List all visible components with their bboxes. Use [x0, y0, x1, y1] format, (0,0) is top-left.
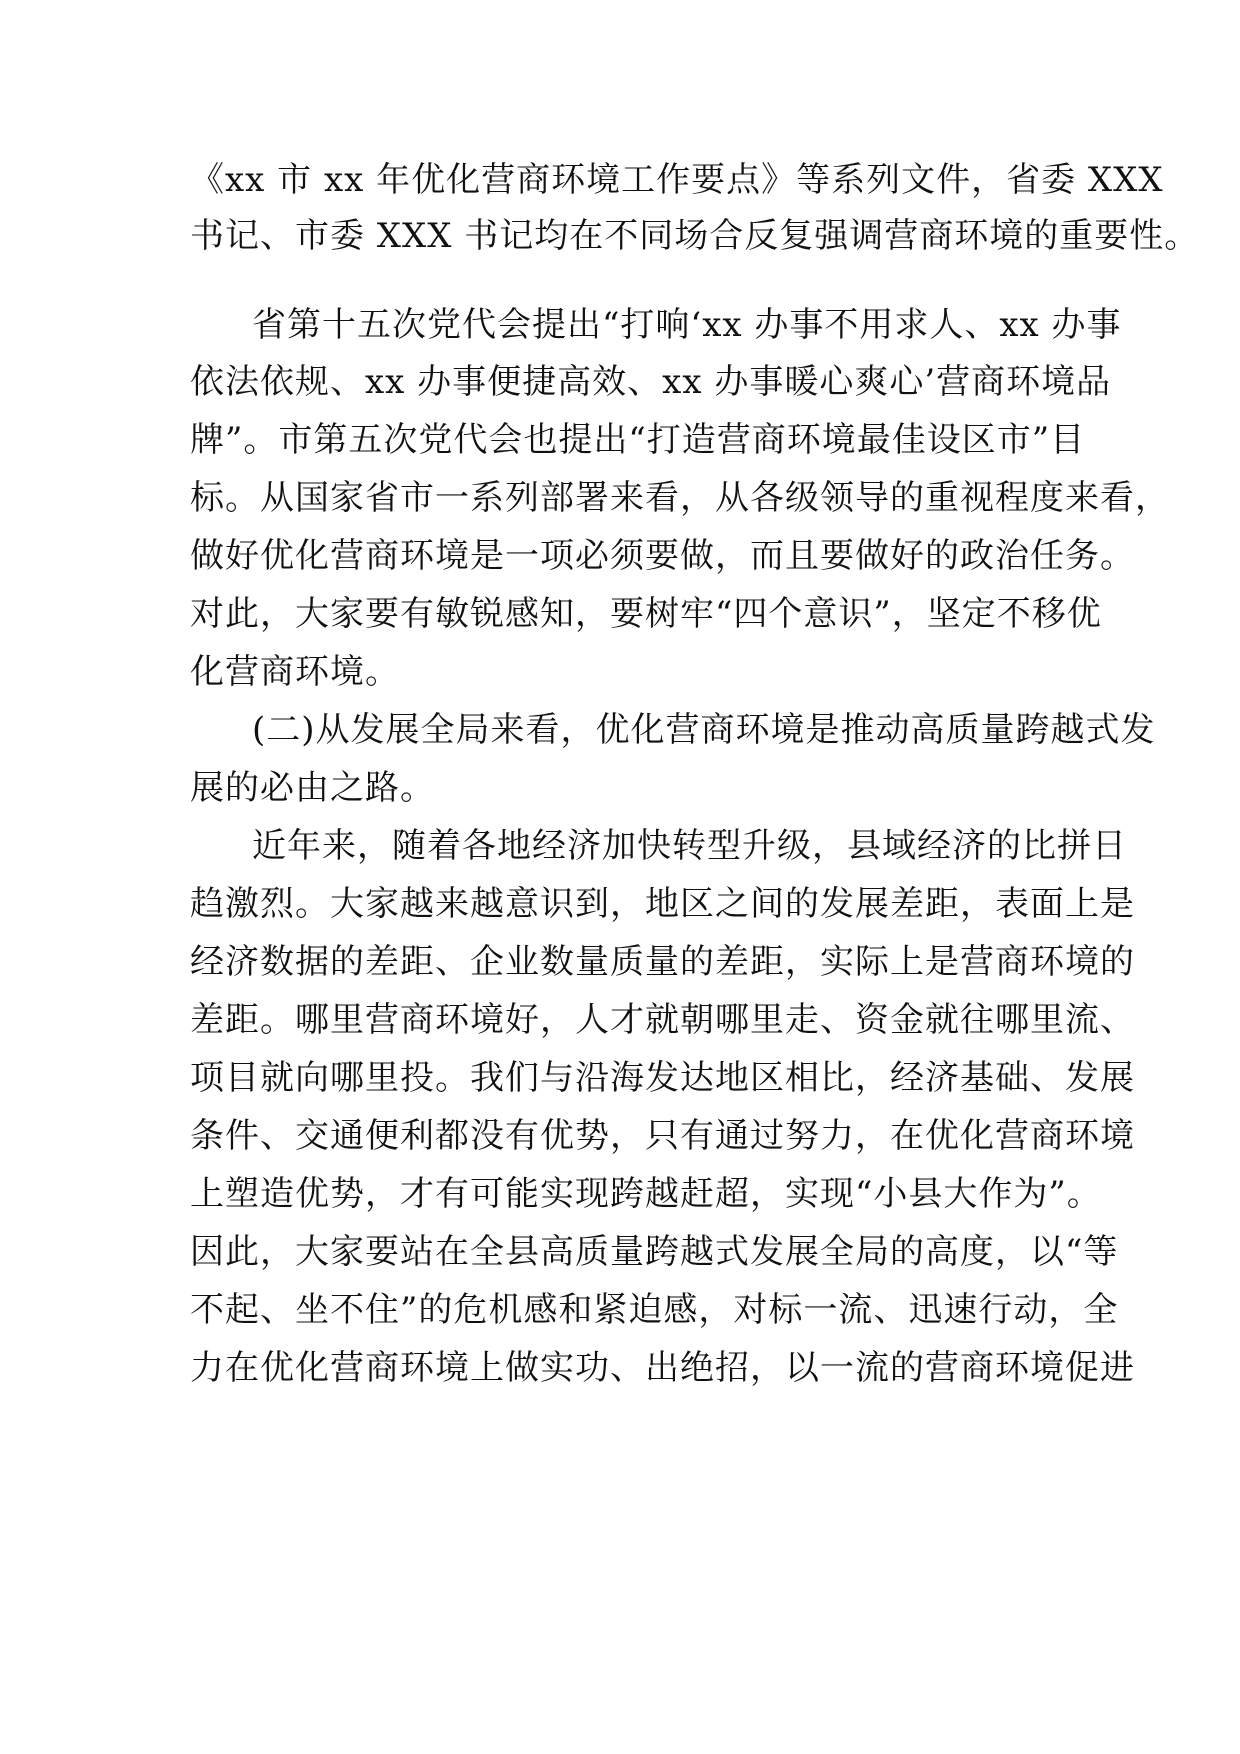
paragraph-4-line-10: 力在优化营商环境上做实功、出绝招，以一流的营商环境促进	[190, 1348, 1135, 1388]
paragraph-2-line-4: 标。从国家省市一系列部署来看，从各级领导的重视程度来看，	[190, 478, 1170, 518]
paragraph-1-line-1: 《xx 市 xx 年优化营商环境工作要点》等系列文件，省委 XXX	[190, 160, 1164, 200]
paragraph-4-line-8: 因此，大家要站在全县高质量跨越式发展全局的高度，以“等	[190, 1232, 1119, 1272]
paragraph-2-line-3: 牌”。市第五次党代会也提出“打造营商环境最佳设区市”目	[190, 420, 1086, 460]
paragraph-4-line-5: 项目就向哪里投。我们与沿海发达地区相比，经济基础、发展	[190, 1058, 1135, 1098]
paragraph-2-line-7: 化营商环境。	[190, 652, 400, 692]
paragraph-2-line-2: 依法依规、xx 办事便捷高效、xx 办事暖心爽心’营商环境品	[190, 362, 1112, 402]
paragraph-4-line-4: 差距。哪里营商环境好，人才就朝哪里走、资金就往哪里流、	[190, 1000, 1135, 1040]
section-heading-line-2: 展的必由之路。	[190, 768, 435, 808]
paragraph-1-line-2: 书记、市委 XXX 书记均在不同场合反复强调营商环境的重要性。	[190, 216, 1200, 256]
paragraph-4-line-3: 经济数据的差距、企业数量质量的差距，实际上是营商环境的	[190, 942, 1135, 982]
paragraph-4-line-2: 趋激烈。大家越来越意识到，地区之间的发展差距，表面上是	[190, 884, 1135, 924]
paragraph-4-line-9: 不起、坐不住”的危机感和紧迫感，对标一流、迅速行动，全	[190, 1290, 1119, 1330]
paragraph-2-line-6: 对此，大家要有敏锐感知，要树牢“四个意识”，坚定不移优	[190, 594, 1102, 634]
paragraph-4-line-7: 上塑造优势，才有可能实现跨越赶超，实现“小县大作为”。	[190, 1174, 1102, 1214]
section-heading-line-1: (二)从发展全局来看，优化营商环境是推动高质量跨越式发	[252, 710, 1156, 750]
paragraph-4-line-6: 条件、交通便利都没有优势，只有通过努力，在优化营商环境	[190, 1116, 1135, 1156]
paragraph-2-line-5: 做好优化营商环境是一项必须要做，而且要做好的政治任务。	[190, 536, 1135, 576]
paragraph-4-line-1: 近年来，随着各地经济加快转型升级，县域经济的比拼日	[252, 826, 1127, 866]
paragraph-2-line-1: 省第十五次党代会提出“打响‘xx 办事不用求人、xx 办事	[252, 305, 1122, 345]
